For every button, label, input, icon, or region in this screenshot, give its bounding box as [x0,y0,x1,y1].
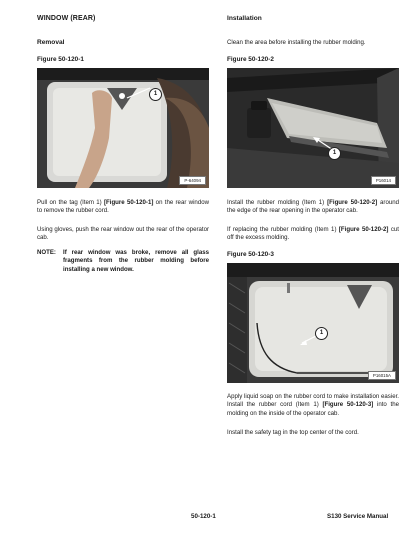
figure-1-label: Figure 50-120-1 [37,56,84,63]
figure-2-photo [227,68,399,188]
figure-3-label: Figure 50-120-3 [227,251,274,258]
install-step-3: Apply liquid soap on the rubber cord to make installation easier. Install the rubber cord (Item 1) [Figure 50-120-3] into the molding on the inside of the operator cab. [227,393,399,417]
install-step-1: Install the rubber molding (Item 1) [Figure 50-120-2] around the edge of the rear opening in the operator cab. [227,199,399,215]
figure-3-code: P16015A [368,371,396,380]
installation-heading: Installation [227,15,262,22]
figure-3-photo [227,263,399,383]
installation-intro: Clean the area before installing the rubber molding. [227,39,366,46]
glass-fragment-note [37,249,209,283]
manual-title: S130 Service Manual [327,513,389,520]
figure-3-callout: 1 [315,327,328,340]
section-title: WINDOW (REAR) [37,15,96,22]
figure-1-callout: 1 [149,88,162,101]
figure-1-code: P-64094 [179,176,206,185]
figure-2-label: Figure 50-120-2 [227,56,274,63]
removal-step-1: Pull on the tag (Item 1) [Figure 50-120-1] on the rear window to remove the rubber cord. [37,199,209,215]
figure-2-illustration [227,68,399,188]
note-label: NOTE: [37,249,56,256]
figure-1-photo [37,68,209,188]
page-number: 50-120-1 [191,513,216,520]
figure-1-illustration [37,68,209,188]
removal-step-2: Using gloves, push the rear window out the rear of the operator cab. [37,226,209,242]
figure-2-code: P16014 [371,176,396,185]
install-step-4: Install the safety tag in the top center of the cord. [227,429,359,436]
note-text: If rear window was broke, remove all glass fragments from the rubber molding before installing a new window. [63,249,209,273]
figure-3-illustration [227,263,399,383]
install-step-2: If replacing the rubber molding (Item 1) [Figure 50-120-2] cut off the excess molding. [227,226,399,242]
removal-heading: Removal [37,39,65,46]
figure-2-callout: 1 [328,147,341,160]
